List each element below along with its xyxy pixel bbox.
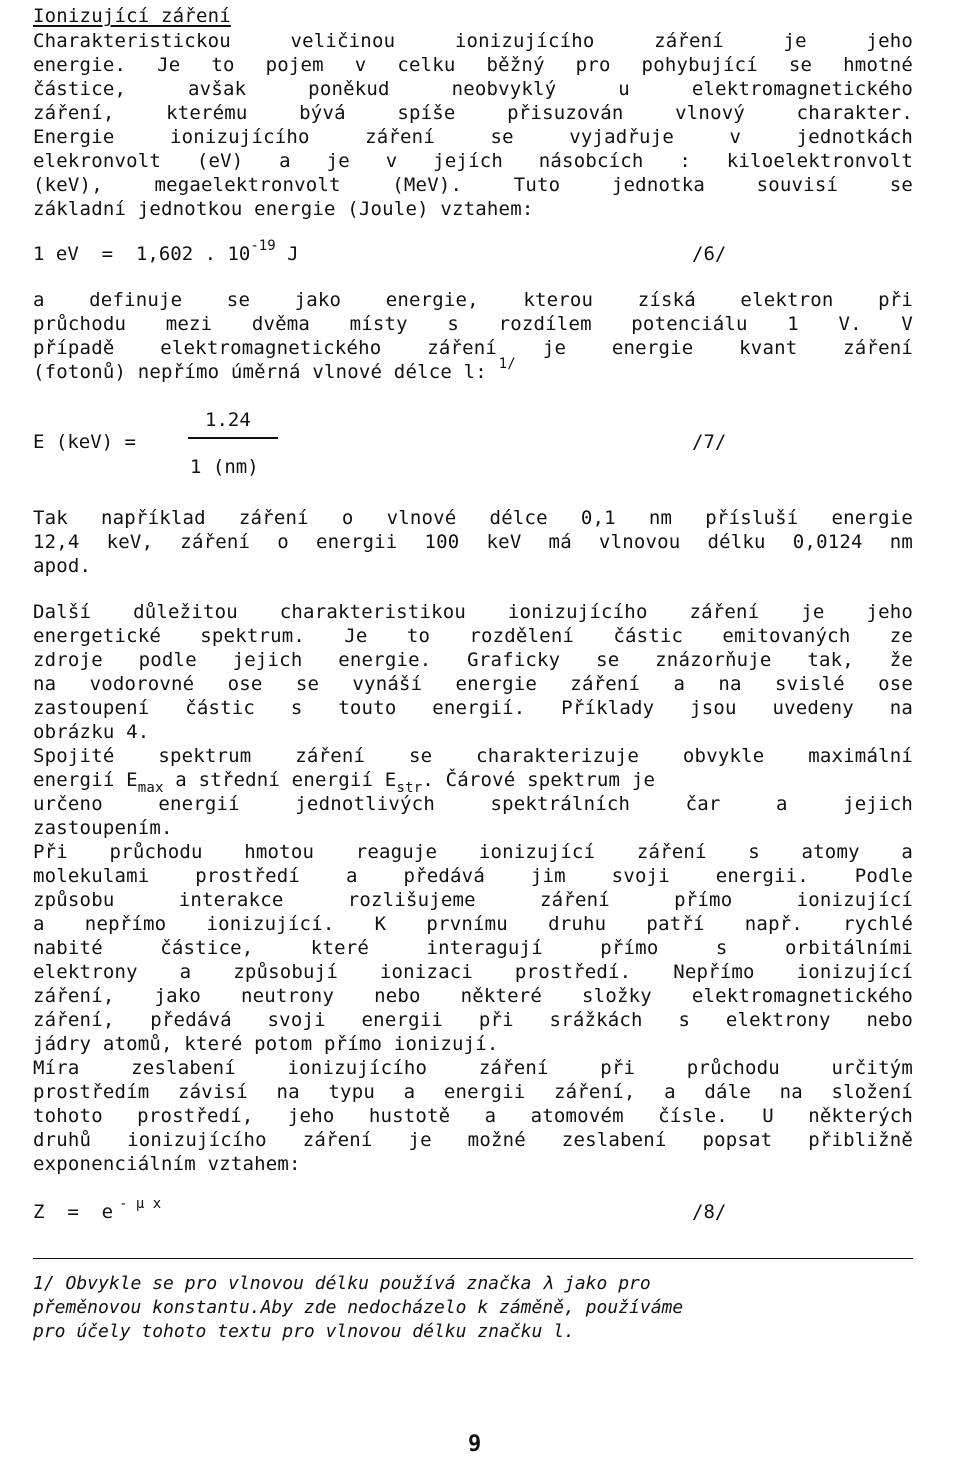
text-line: jádry atomů, které potom přímo ionizují. [33,1033,499,1055]
text-line: případě elektromagnetického záření je energie kvant záření [33,337,913,359]
text-span: energií E [33,769,138,791]
subscript-str: str [396,780,423,796]
text-line: energetické spektrum. Je to rozdělení částic emitovaných ze [33,625,913,647]
footnote-reference: 1/ [498,356,516,372]
text-line: tohoto prostředí, jeho hustotě a atomovém čísle. U některých [33,1105,913,1127]
text-line: zastoupením. [33,817,173,839]
text-line: Tak například záření o vlnové délce 0,1 nm přísluší energie [33,507,913,529]
equation-8-expression [33,1196,162,1226]
text-line: 12,4 keV, záření o energii 100 keV má vlnovou délku 0,0124 nm [33,531,913,553]
text-line: průchodu mezi dvěma místy s rozdílem potenciálu 1 V. V [33,313,913,335]
text-line: obrázku 4. [33,721,150,743]
text-line: nabité částice, které interagují přímo s orbitálními [33,937,913,959]
equation-7-number: /7/ [692,431,727,453]
equation-7-lhs: E (keV) = [33,431,136,453]
text-line: určeno energií jednotlivých spektrálních čar a jejich [33,793,913,815]
text-line: způsobu interakce rozlišujeme záření přímo ionizující [33,889,913,911]
text-line: Při průchodu hmotou reaguje ionizující záření s atomy a [33,841,913,863]
equation-7-numerator: 1.24 [205,409,251,431]
subscript-max: max [137,780,164,796]
equation-6-exponent: -19 [250,238,276,254]
text-line: (keV), megaelektronvolt (MeV). Tuto jednotka souvisí se [33,174,913,196]
text-span: . Čárové spektrum je [422,769,656,791]
text-line: na vodorovné ose se vynáší energie záření a na svislé ose [33,673,913,695]
text-line: záření, předává svoji energii při srážkách s elektrony nebo [33,1009,913,1031]
text-line: a definuje se jako energie, kterou získá elektron při [33,289,913,311]
text-line: základní jednotkou energie (Joule) vztahem: [33,198,534,220]
footnote-line: 1/ Obvykle se pro vlnovou délku používá značka λ jako pro [33,1273,651,1294]
text-line: molekulami prostředí a předává jim svoji energii. Podle [33,865,913,887]
text-line: apod. [33,555,92,577]
equation-8-exponent: - μ x [119,1196,162,1212]
text-line: elektrony a způsobují ionizaci prostředí. Nepřímo ionizující [33,961,913,983]
equation-8-number: /8/ [692,1201,727,1223]
text-line: Míra zeslabení ionizujícího záření při průchodu určitým [33,1057,913,1079]
text-line [33,768,913,796]
equation-6-expression [33,238,299,268]
text-line: záření, jako neutrony nebo některé složky elektromagnetického [33,985,913,1007]
equation-7-denominator: 1 (nm) [190,456,259,478]
text-line: exponenciálním vztahem: [33,1153,301,1175]
text-line: Energie ionizujícího záření se vyjadřuje v jednotkách [33,126,913,148]
equation-6-number: /6/ [692,243,727,265]
text-line: částice, avšak poněkud neobvyklý u elektromagnetického [33,78,913,100]
text-line: druhů ionizujícího záření je možné zeslabení popsat přibližně [33,1129,913,1151]
text-line: elekronvolt (eV) a je v jejích násobcích : kiloelektronvolt [33,150,913,172]
text-line: a nepřímo ionizující. K prvnímu druhu patří např. rychlé [33,913,913,935]
text-line: energie. Je to pojem v celku běžný pro pohybující se hmotné [33,54,913,76]
page-number: 9 [468,1432,482,1457]
text-line: Charakteristickou veličinou ionizujícího záření je jeho [33,30,913,52]
text-line: záření, kterému bývá spíše přisuzován vlnový charakter. [33,102,913,124]
footnote-line: přeměnovou konstantu.Aby zde nedocházelo k záměně, používáme [33,1297,684,1318]
text-line: Další důležitou charakteristikou ionizujícího záření je jeho [33,601,913,623]
footnote-divider [33,1258,913,1259]
equation-6-unit: J [275,243,299,265]
text-line [33,356,913,384]
equation-8-lhs: Z = e [33,1201,114,1223]
text-span: a střední energií E [163,769,397,791]
text-line-content: (fotonů) nepřímo úměrná vlnové délce l: [33,361,499,383]
footnote-line: pro účely tohoto textu pro vlnovou délku značku l. [33,1321,575,1342]
equation-6-lhs: 1 eV = 1,602 . 10 [33,243,251,265]
section-title: Ionizující záření [33,5,231,27]
text-line: prostředím závisí na typu a energii záření, a dále na složení [33,1081,913,1103]
text-line: zdroje podle jejich energie. Graficky se znázorňuje tak, že [33,649,913,671]
fraction-bar [188,437,278,439]
text-line: zastoupení částic s touto energií. Příklady jsou uvedeny na [33,697,913,719]
text-line: Spojité spektrum záření se charakterizuje obvykle maximální [33,745,913,767]
